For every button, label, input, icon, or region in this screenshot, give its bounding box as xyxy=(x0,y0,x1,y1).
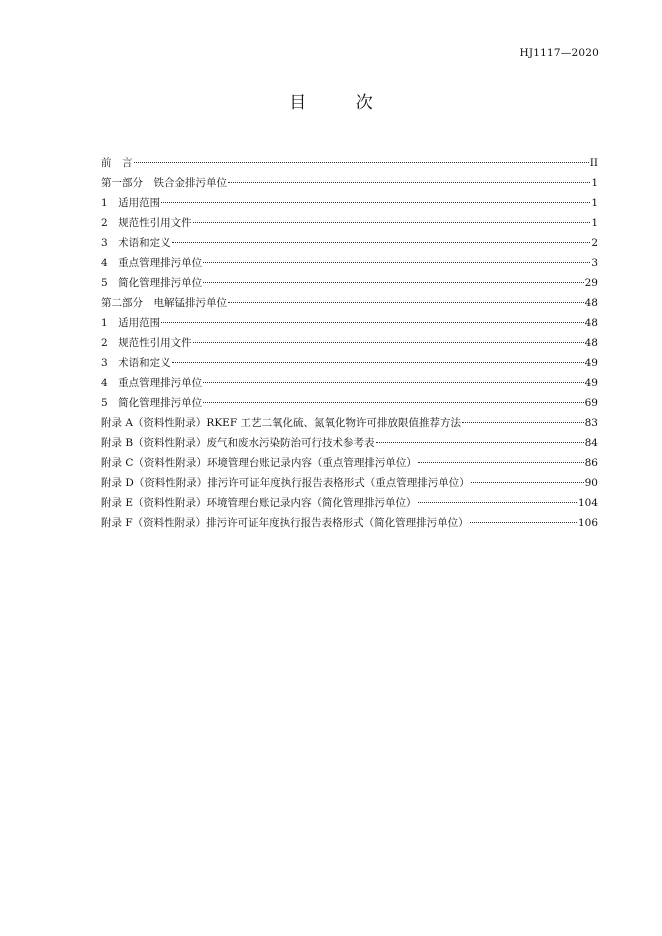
toc-dot-leader xyxy=(471,482,584,483)
toc-dot-leader xyxy=(172,242,591,243)
table-of-contents xyxy=(101,153,598,533)
toc-entry-label: 3 术语和定义 xyxy=(101,237,171,249)
toc-dot-leader xyxy=(228,302,584,303)
toc-entry-page: 86 xyxy=(584,457,598,469)
toc-entry[interactable] xyxy=(101,373,598,393)
toc-entry-page: 69 xyxy=(584,397,598,409)
toc-entry-page: 84 xyxy=(584,437,598,449)
toc-entry-label: 2 规范性引用文件 xyxy=(101,337,192,349)
toc-entry-label: 5 简化管理排污单位 xyxy=(101,277,203,289)
toc-entry[interactable] xyxy=(101,493,598,513)
toc-heading: 目 次 xyxy=(289,93,395,113)
toc-entry[interactable] xyxy=(101,513,598,533)
toc-dot-leader xyxy=(203,262,590,263)
toc-entry[interactable] xyxy=(101,193,598,213)
toc-dot-leader xyxy=(228,182,590,183)
toc-entry[interactable] xyxy=(101,393,598,413)
toc-entry[interactable] xyxy=(101,433,598,453)
toc-entry-label: 第二部分 电解锰排污单位 xyxy=(101,297,227,309)
toc-entry-label: 1 适用范围 xyxy=(101,197,161,209)
toc-dot-leader xyxy=(418,502,577,503)
toc-entry[interactable] xyxy=(101,273,598,293)
toc-entry-label: 5 简化管理排污单位 xyxy=(101,397,203,409)
toc-entry[interactable] xyxy=(101,353,598,373)
toc-entry[interactable] xyxy=(101,293,598,313)
toc-entry-label: 前 言 xyxy=(101,157,133,169)
toc-entry-label: 1 适用范围 xyxy=(101,317,161,329)
toc-entry-page: 48 xyxy=(584,317,598,329)
toc-entry[interactable] xyxy=(101,333,598,353)
toc-dot-leader xyxy=(172,362,584,363)
toc-entry[interactable] xyxy=(101,473,598,493)
toc-dot-leader xyxy=(203,282,583,283)
toc-dot-leader xyxy=(134,162,589,163)
toc-dot-leader xyxy=(193,342,584,343)
toc-entry-page: 49 xyxy=(584,357,598,369)
toc-entry-label: 第一部分 铁合金排污单位 xyxy=(101,177,227,189)
toc-entry-page: 1 xyxy=(591,197,598,209)
toc-entry[interactable] xyxy=(101,173,598,193)
toc-entry-page: 3 xyxy=(591,257,598,269)
toc-entry-label: 3 术语和定义 xyxy=(101,357,171,369)
toc-entry-page: 90 xyxy=(584,477,598,489)
toc-entry-page: 29 xyxy=(584,277,598,289)
toc-entry-label: 附录 B（资料性附录）废气和废水污染防治可行技术参考表 xyxy=(101,437,375,449)
toc-dot-leader xyxy=(418,462,584,463)
toc-dot-leader xyxy=(203,382,583,383)
toc-entry-label: 2 规范性引用文件 xyxy=(101,217,192,229)
toc-entry-page: 83 xyxy=(584,417,598,429)
toc-dot-leader xyxy=(193,222,591,223)
toc-entry-page: 104 xyxy=(577,497,598,509)
toc-entry[interactable] xyxy=(101,153,598,173)
toc-entry-page: 106 xyxy=(577,517,598,529)
toc-entry-page: II xyxy=(589,157,598,169)
document-code: HJ1117—2020 xyxy=(519,47,599,59)
toc-entry-page: 1 xyxy=(591,177,598,189)
toc-entry-label: 4 重点管理排污单位 xyxy=(101,257,203,269)
toc-entry[interactable] xyxy=(101,233,598,253)
toc-entry[interactable] xyxy=(101,453,598,473)
toc-dot-leader xyxy=(462,422,584,423)
toc-entry[interactable] xyxy=(101,213,598,233)
toc-entry-label: 附录 A（资料性附录）RKEF 工艺二氧化硫、氮氧化物许可排放限值推荐方法 xyxy=(101,417,461,429)
toc-entry-label: 附录 C（资料性附录）环境管理台账记录内容（重点管理排污单位） xyxy=(101,457,417,469)
toc-entry-page: 48 xyxy=(584,337,598,349)
toc-entry-page: 2 xyxy=(591,237,598,249)
toc-entry[interactable] xyxy=(101,253,598,273)
toc-entry[interactable] xyxy=(101,413,598,433)
toc-dot-leader xyxy=(470,522,577,523)
toc-entry-label: 附录 E（资料性附录）环境管理台账记录内容（简化管理排污单位） xyxy=(101,497,417,509)
toc-entry-label: 4 重点管理排污单位 xyxy=(101,377,203,389)
toc-entry-label: 附录 D（资料性附录）排污许可证年度执行报告表格形式（重点管理排污单位） xyxy=(101,477,470,489)
toc-dot-leader xyxy=(161,322,583,323)
toc-entry-page: 48 xyxy=(584,297,598,309)
toc-entry-page: 49 xyxy=(584,377,598,389)
toc-dot-leader xyxy=(376,442,584,443)
toc-dot-leader xyxy=(161,202,590,203)
toc-entry-page: 1 xyxy=(591,217,598,229)
toc-entry[interactable] xyxy=(101,313,598,333)
toc-dot-leader xyxy=(203,402,583,403)
toc-entry-label: 附录 F（资料性附录）排污许可证年度执行报告表格形式（简化管理排污单位） xyxy=(101,517,469,529)
